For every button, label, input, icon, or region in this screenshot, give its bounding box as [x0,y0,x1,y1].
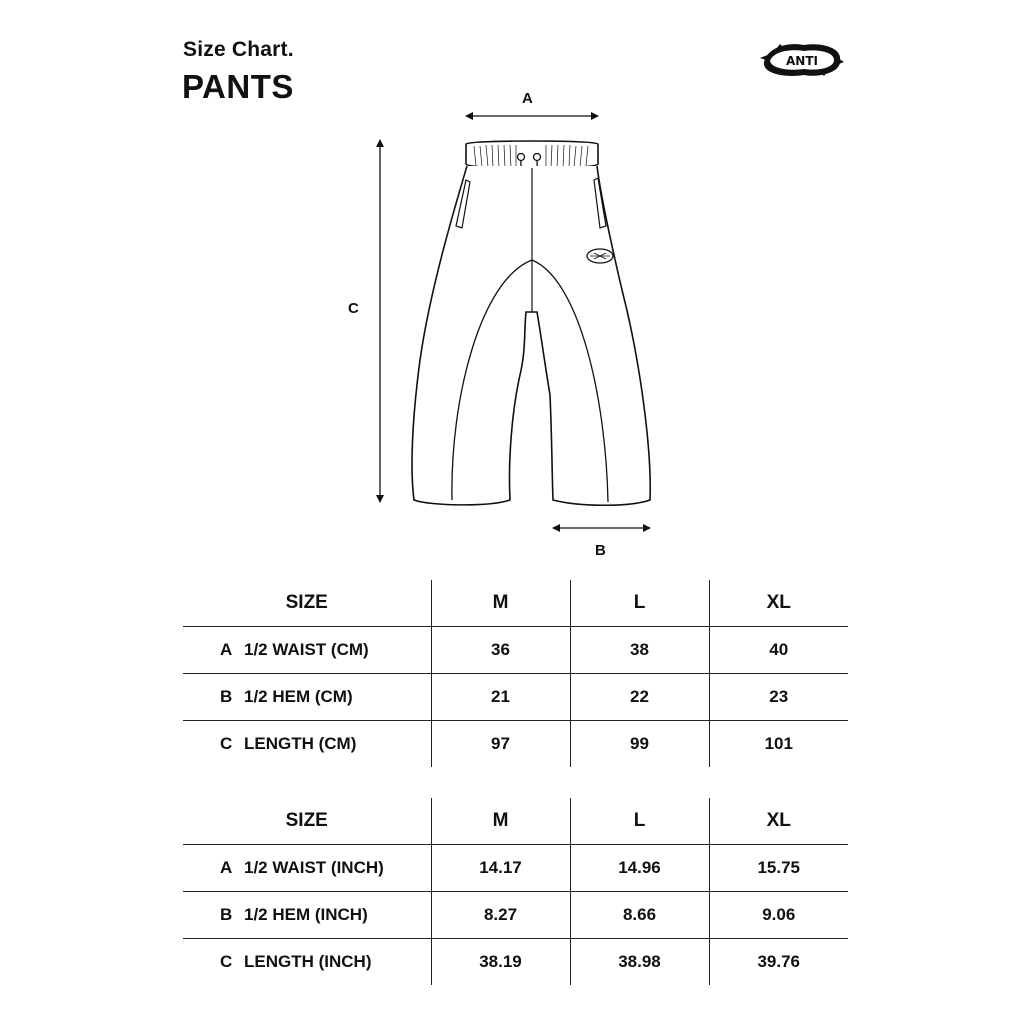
value-xl: 39.76 [709,939,848,986]
pants-outline [412,166,650,505]
table-row [183,939,848,986]
dimension-label-a: A [522,90,533,107]
row-label: 1/2 HEM (INCH) [244,905,368,924]
dimension-label-b: B [595,542,606,559]
value-l: 38 [570,627,709,674]
row-letter: B [220,905,233,924]
row-letter: A [220,640,233,659]
value-xl: 15.75 [709,845,848,892]
size-table-inch [183,798,848,985]
value-l: 8.66 [570,892,709,939]
logo-text: ANTI [786,54,818,68]
header-m: M [431,580,570,627]
value-m: 38.19 [431,939,570,986]
value-l: 38.98 [570,939,709,986]
row-letter: C [220,952,233,971]
value-l: 14.96 [570,845,709,892]
table-row [183,627,848,674]
value-m: 36 [431,627,570,674]
dimension-label-c: C [348,300,359,317]
value-xl: 40 [709,627,848,674]
header-l: L [570,798,709,845]
value-l: 99 [570,721,709,768]
row-label: 1/2 WAIST (CM) [244,640,369,659]
header-size: SIZE [285,810,328,831]
value-xl: 101 [709,721,848,768]
table-row [183,721,848,768]
table-row [183,845,848,892]
row-label: 1/2 WAIST (INCH) [244,858,384,877]
header-xl: XL [709,798,848,845]
value-m: 14.17 [431,845,570,892]
header-size: SIZE [285,592,328,613]
value-xl: 23 [709,674,848,721]
value-m: 97 [431,721,570,768]
size-table-cm [183,580,848,767]
page-title: PANTS [182,68,294,105]
size-chart-subtitle: Size Chart. [183,38,294,61]
value-l: 22 [570,674,709,721]
table-row [183,674,848,721]
table-row [183,892,848,939]
row-letter: B [220,687,233,706]
header-m: M [431,798,570,845]
row-letter: C [220,734,233,753]
row-letter: A [220,858,233,877]
table-header-row [183,798,848,845]
header-l: L [570,580,709,627]
row-label: LENGTH (CM) [244,734,357,753]
row-label: LENGTH (INCH) [244,952,372,971]
row-label: 1/2 HEM (CM) [244,687,353,706]
header-xl: XL [709,580,848,627]
value-m: 8.27 [431,892,570,939]
table-header-row [183,580,848,627]
value-xl: 9.06 [709,892,848,939]
value-m: 21 [431,674,570,721]
